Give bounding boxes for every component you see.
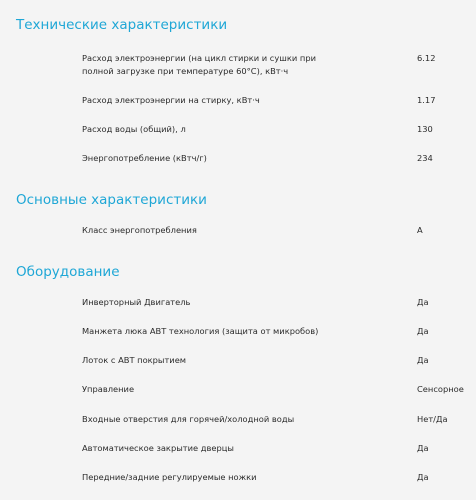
spec-label: Автоматическое закрытие дверцы: [82, 443, 234, 453]
spec-label: Лоток с ABT покрытием: [82, 355, 187, 365]
spec-value: Сенсорное: [417, 384, 464, 394]
spec-value: 6.12: [417, 53, 436, 63]
spec-label: Расход воды (общий), л: [82, 124, 186, 134]
spec-label: Расход электроэнергии (на цикл стирки и сушки при полной загрузке при температуре 60°С), кВт·ч: [82, 53, 316, 76]
section-title-equipment: Оборудование: [16, 264, 120, 280]
spec-value: 234: [417, 153, 433, 163]
spec-value: Да: [417, 472, 429, 482]
spec-label: Передние/задние регулируемые ножки: [82, 472, 257, 482]
spec-value: Да: [417, 297, 429, 307]
spec-label: Энергопотребление (кВтч/г): [82, 153, 207, 163]
spec-label: Входные отверстия для горячей/холодной воды: [82, 414, 295, 424]
spec-value: Да: [417, 443, 429, 453]
spec-label: Манжета люка ABT технология (защита от микробов): [82, 326, 319, 336]
spec-value: A: [417, 225, 423, 235]
spec-label: Инверторный Двигатель: [82, 297, 191, 307]
spec-label: Класс энергопотребления: [82, 225, 197, 235]
spec-value: 130: [417, 124, 433, 134]
spec-value: 1.17: [417, 95, 436, 105]
spec-label: Управление: [82, 384, 135, 394]
spec-value: Нет/Да: [417, 414, 448, 424]
section-title-main: Основные характеристики: [16, 192, 207, 208]
spec-value: Да: [417, 326, 429, 336]
spec-label: Расход электроэнергии на стирку, кВт·ч: [82, 95, 260, 105]
spec-value: Да: [417, 355, 429, 365]
section-title-technical: Технические характеристики: [16, 17, 228, 33]
